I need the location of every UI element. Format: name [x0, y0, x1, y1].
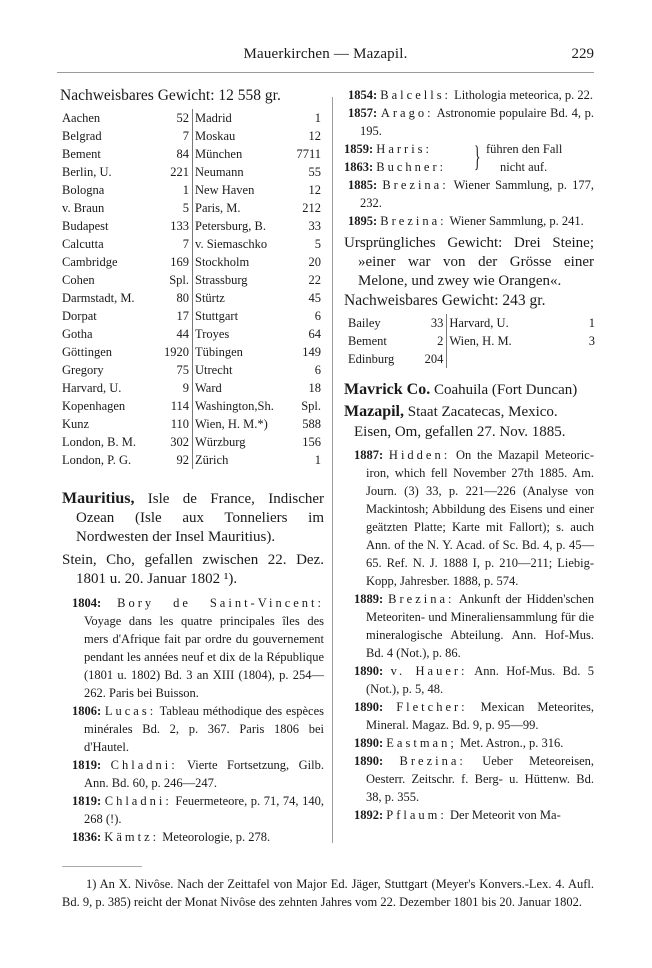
collection-name: Harvard, U. — [449, 316, 509, 330]
collection-weight: 6 — [314, 309, 321, 323]
table-row — [62, 145, 324, 163]
collection-weight: 2 — [437, 334, 444, 348]
entry-mazapil — [344, 402, 594, 824]
reference-entry — [62, 828, 324, 846]
collection-weight: 149 — [302, 345, 321, 359]
table-row — [62, 379, 324, 397]
ref-text: Ankunft der Hidden'schen Meteoriten- und Mineraliensammlung für die mineralogische Abteilung. Ann. Hof-Mus. Bd. 4 (Not.), p. 86. — [366, 592, 594, 660]
reference-entry — [344, 590, 594, 662]
reference-entry — [62, 792, 324, 828]
entry-mauritius — [62, 489, 324, 846]
collection-name: New Haven — [195, 183, 255, 197]
ref-author: Bory de Saint-Vincent: — [117, 596, 324, 610]
ref-text: Feuermeteore, p. 71, 74, 140, 268 (!). — [84, 794, 324, 826]
table-row — [62, 415, 324, 433]
table-row — [62, 253, 324, 271]
collection-weight: 3 — [588, 334, 595, 348]
running-title: Mauerkirchen — Mazapil. — [243, 46, 408, 62]
ref-text: Meteorologie, p. 278. — [159, 830, 271, 844]
collection-name: v. Braun — [62, 201, 105, 215]
ref-year: 1819: — [72, 758, 111, 772]
collection-weight: 1920 — [164, 345, 189, 359]
collection-name: Ward — [195, 381, 222, 395]
reference-entry — [344, 86, 594, 104]
collection-name: Cohen — [62, 273, 95, 287]
collection-weight: 84 — [176, 147, 189, 161]
collection-weight: 7 — [182, 237, 189, 251]
collection-weight: 6 — [314, 363, 321, 377]
ref-year: 1806: — [72, 704, 105, 718]
collections-table — [62, 109, 324, 469]
footnote-rule — [62, 866, 142, 867]
collection-name: Aachen — [62, 111, 101, 125]
page-number: 229 — [571, 46, 594, 62]
original-weight: Ursprüngliches Gewicht: Drei Steine; »einer war von der Grösse einer Melone, und zwey wie Orangen«. — [344, 235, 594, 289]
table-row — [62, 433, 324, 451]
collection-weight: 45 — [308, 291, 321, 305]
ref-text: Tableau méthodique des espèces minérales Bd. 2, p. 367. Paris 1806 bei d'Hautel. — [84, 704, 324, 754]
ref-year: 1889: — [354, 592, 389, 606]
collection-weight: 204 — [424, 352, 444, 366]
bracket-note: nicht auf. — [500, 160, 548, 174]
reference-entry — [344, 806, 594, 824]
table-row — [62, 181, 324, 199]
ref-year: 1836: — [72, 830, 105, 844]
collection-name: Harvard, U. — [62, 381, 122, 395]
collection-weight: 1 — [314, 111, 321, 125]
table-row — [62, 361, 324, 379]
collection-name: Moskau — [195, 129, 236, 143]
ref-text: Der Meteorit von Ma- — [446, 808, 561, 822]
collection-weight: 12 — [308, 129, 321, 143]
table-row — [62, 343, 324, 361]
collection-name: Bement — [62, 147, 101, 161]
collection-name: Stuttgart — [195, 309, 239, 323]
ref-year: 1804: — [72, 596, 118, 610]
collection-weight: 64 — [308, 327, 321, 341]
collection-weight: 33 — [308, 219, 321, 233]
collection-weight: 7 — [182, 129, 189, 143]
entry-title: Mauritius, — [62, 490, 135, 507]
ref-author: Chladni: — [104, 794, 172, 808]
collection-name: Würzburg — [195, 435, 246, 449]
collection-weight: 5 — [314, 237, 321, 251]
collection-weight: 588 — [302, 417, 321, 431]
table-row — [62, 451, 324, 469]
collection-name — [447, 350, 556, 368]
collection-weight: Spl. — [169, 273, 189, 287]
reference-entry — [344, 734, 594, 752]
collection-name: Bologna — [62, 183, 105, 197]
weight-line: Nachweisbares Gewicht: 12 558 gr. — [60, 87, 281, 104]
collection-name: Darmstadt, M. — [62, 291, 135, 305]
collection-weight: 169 — [170, 255, 189, 269]
ref-year: 1890: — [354, 664, 391, 678]
right-column — [344, 86, 594, 824]
collection-weight: 17 — [176, 309, 189, 323]
collection-name: Cambridge — [62, 255, 118, 269]
collection-name: Paris, M. — [195, 201, 241, 215]
collection-weight: 92 — [176, 453, 189, 467]
collection-weight: 1 — [182, 183, 189, 197]
reference-entry — [62, 702, 324, 756]
ref-author: Harris: — [376, 142, 433, 156]
header-rule — [57, 72, 594, 73]
collection-weight: 20 — [308, 255, 321, 269]
ref-author: Balcells: — [380, 88, 452, 102]
weight-line: Nachweisbares Gewicht: 243 gr. — [344, 292, 546, 309]
collection-name: Utrecht — [195, 363, 233, 377]
collection-name: Wien, H. M.*) — [195, 417, 268, 431]
ref-year: 1854: — [348, 88, 381, 102]
ref-author: Chladni: — [110, 758, 178, 772]
table-row — [348, 332, 598, 350]
ref-year: 1859: — [344, 142, 374, 156]
footnote: 1) An X. Nivôse. Nach der Zeittafel von Major Ed. Jäger, Stuttgart (Meyer's Konvers.-Lex. 4. Aufl. Bd. 9, p. 385) reicht der Monat Nivôse des zehnten Jahres vom 22. Dezember 1801 bis 20. Januar 1802. — [62, 877, 594, 909]
collection-name: Calcutta — [62, 237, 104, 251]
collection-weight: 302 — [170, 435, 189, 449]
collection-weight: 221 — [170, 165, 189, 179]
collection-name: Troyes — [195, 327, 230, 341]
entry-title: Mazapil, — [344, 403, 404, 420]
collection-name: Berlin, U. — [62, 165, 112, 179]
collection-name: Budapest — [62, 219, 109, 233]
collection-name: Belgrad — [62, 129, 102, 143]
ref-year: 1863: — [344, 160, 374, 174]
ref-text: Wiener Sammlung, p. 177, 232. — [360, 178, 594, 210]
collection-weight: 55 — [308, 165, 321, 179]
collection-name: Madrid — [195, 111, 232, 125]
reference-entry — [344, 698, 594, 734]
ref-text: Ueber Meteoreisen, Oesterr. Zeitschr. f. Berg- u. Hüttenw. Bd. 38, p. 355. — [366, 754, 594, 804]
collection-weight: 1 — [588, 316, 595, 330]
collection-weight: 212 — [302, 201, 321, 215]
collection-weight — [556, 350, 598, 368]
collection-weight: 7711 — [296, 147, 321, 161]
ref-author: Brezina: — [399, 754, 466, 768]
ref-author: Brezina: — [388, 592, 455, 606]
entry-fall: Stein, Cho, gefallen zwischen 22. Dez. 1801 u. 20. Januar 1802 ¹). — [62, 552, 324, 587]
entry-location: Isle de France, Indischer Ozean (Isle aux Tonneliers im Nordwesten der Insel Mauritius). — [76, 491, 325, 545]
reference-list — [344, 446, 594, 824]
collection-weight: 156 — [302, 435, 321, 449]
collection-weight: 5 — [182, 201, 189, 215]
entry-location: Coahuila (Fort Duncan) — [433, 382, 578, 398]
table-row — [62, 127, 324, 145]
collection-name: Washington,Sh. — [195, 399, 274, 413]
collection-weight: Spl. — [301, 399, 321, 413]
collection-weight: 12 — [308, 183, 321, 197]
collection-weight: 9 — [182, 381, 189, 395]
ref-text: Astronomie populaire Bd. 4, p. 195. — [360, 106, 595, 138]
reference-list — [62, 594, 324, 846]
ref-author: Pflaum: — [386, 808, 447, 822]
ref-author: v. Hauer: — [390, 664, 468, 678]
ref-author: Brezina: — [380, 214, 447, 228]
entry-location: Staat Zacatecas, Mexico. — [407, 404, 558, 420]
reference-entry — [344, 662, 594, 698]
collection-name: London, P. G. — [62, 453, 132, 467]
entry-fall: Eisen, Om, gefallen 27. Nov. 1885. — [354, 424, 566, 440]
collection-name: London, B. M. — [62, 435, 136, 449]
ref-author: Lucas: — [104, 704, 157, 718]
entry-title: Mavrick Co. — [344, 381, 431, 398]
ref-author: Arago: — [380, 106, 434, 120]
ref-year: 1890: — [354, 754, 400, 768]
collection-name: Tübingen — [195, 345, 243, 359]
table-row — [62, 163, 324, 181]
reference-entry — [344, 212, 594, 230]
ref-text: On the Mazapil Meteoric-iron, which fell November 27th 1885. Am. Journ. (3) 33, p. 221—226 (Analyse von Mackintosh; Abbildung des Eisens und einer geätzten Platte; Karte mit Fallort); s. auch Ann. of the N. Y. Acad. of Sc. Bd. 4, p. 45—65. Ref. N. J. 1888 I, p. 210—211; Liebig-Kopp, Jahresber. 1888, p. 574. — [366, 448, 594, 588]
ref-year: 1890: — [354, 700, 397, 714]
ref-year: 1890: — [354, 736, 387, 750]
table-row — [62, 217, 324, 235]
ref-text: Lithologia meteorica, p. 22. — [451, 88, 594, 102]
ref-text: Ann. Hof-Mus. Bd. 5 (Not.), p. 5, 48. — [366, 664, 594, 696]
collection-name: v. Siemaschko — [195, 237, 268, 251]
ref-author: Hidden: — [388, 448, 451, 462]
brace-symbol: } — [474, 140, 481, 173]
ref-text: Wiener Sammlung, p. 241. — [446, 214, 584, 228]
ref-text: Voyage dans les quatre principales îles des mers d'Afrique fait par ordre du gouvernement pendant les années neuf et dix de la République (1801 u. 1802) Bd. 3 an XIII (1804), p. 254—262. Paris bei Buisson. — [84, 614, 324, 700]
collection-name: Göttingen — [62, 345, 112, 359]
reference-list — [344, 86, 594, 140]
ref-text: Mexican Meteorites, Mineral. Magaz. Bd. 9, p. 95—99. — [366, 700, 595, 732]
collection-weight: 75 — [176, 363, 189, 377]
collection-name: München — [195, 147, 243, 161]
table-row — [62, 199, 324, 217]
collection-weight: 44 — [176, 327, 189, 341]
ref-year: 1857: — [348, 106, 381, 120]
collection-name: Kunz — [62, 417, 90, 431]
collection-name: Zürich — [195, 453, 229, 467]
reference-entry — [62, 594, 324, 702]
ref-year: 1895: — [348, 214, 381, 228]
bracket-note: führen den Fall — [486, 142, 563, 156]
collection-weight: 33 — [430, 316, 444, 330]
collection-weight: 18 — [308, 381, 321, 395]
ref-year: 1887: — [354, 448, 389, 462]
collection-weight: 80 — [176, 291, 189, 305]
ref-text: Vierte Fortsetzung, Gilb. Ann. Bd. 60, p. 246—247. — [84, 758, 324, 790]
collection-name: Strassburg — [195, 273, 248, 287]
reference-entry — [344, 176, 594, 212]
left-column — [62, 86, 324, 846]
collection-name: Dorpat — [62, 309, 97, 323]
ref-year: 1892: — [354, 808, 387, 822]
ref-text: Met. Astron., p. 316. — [456, 736, 564, 750]
reference-list — [344, 176, 594, 230]
bracket-references — [344, 140, 594, 176]
collection-weight: 52 — [176, 111, 189, 125]
ref-year: 1885: — [348, 178, 383, 192]
collection-weight: 110 — [170, 417, 189, 431]
collection-name: Edinburg — [348, 352, 395, 366]
table-row — [348, 314, 598, 332]
collection-name: Bailey — [348, 316, 381, 330]
reference-entry — [344, 752, 594, 806]
collection-weight: 1 — [314, 453, 321, 467]
column-divider — [332, 97, 333, 843]
table-row — [62, 271, 324, 289]
collection-weight: 114 — [170, 399, 189, 413]
collections-table — [348, 314, 598, 368]
collection-name: Kopenhagen — [62, 399, 126, 413]
table-row — [62, 325, 324, 343]
collection-name: Bement — [348, 334, 387, 348]
collection-name: Neumann — [195, 165, 244, 179]
ref-author: Eastman; — [386, 736, 457, 750]
table-row — [62, 397, 324, 415]
collection-name: Wien, H. M. — [449, 334, 512, 348]
ref-author: Kämtz: — [104, 830, 160, 844]
collection-name: Gotha — [62, 327, 93, 341]
entry-mavrick — [344, 380, 594, 400]
collection-name: Gregory — [62, 363, 104, 377]
table-row — [348, 350, 598, 368]
ref-author: Fletcher: — [396, 700, 468, 714]
ref-author: Brezina: — [382, 178, 449, 192]
running-header — [57, 46, 594, 68]
reference-entry — [344, 104, 594, 140]
ref-year: 1819: — [72, 794, 105, 808]
collection-name: Stockholm — [195, 255, 250, 269]
ref-author: Buchner: — [376, 160, 447, 174]
reference-entry — [344, 446, 594, 590]
collection-name: Stürtz — [195, 291, 225, 305]
table-row — [62, 307, 324, 325]
table-row — [62, 235, 324, 253]
collection-name: Petersburg, B. — [195, 219, 266, 233]
table-row — [62, 109, 324, 127]
table-row — [62, 289, 324, 307]
reference-entry — [62, 756, 324, 792]
collection-weight: 22 — [308, 273, 321, 287]
collection-weight: 133 — [170, 219, 189, 233]
